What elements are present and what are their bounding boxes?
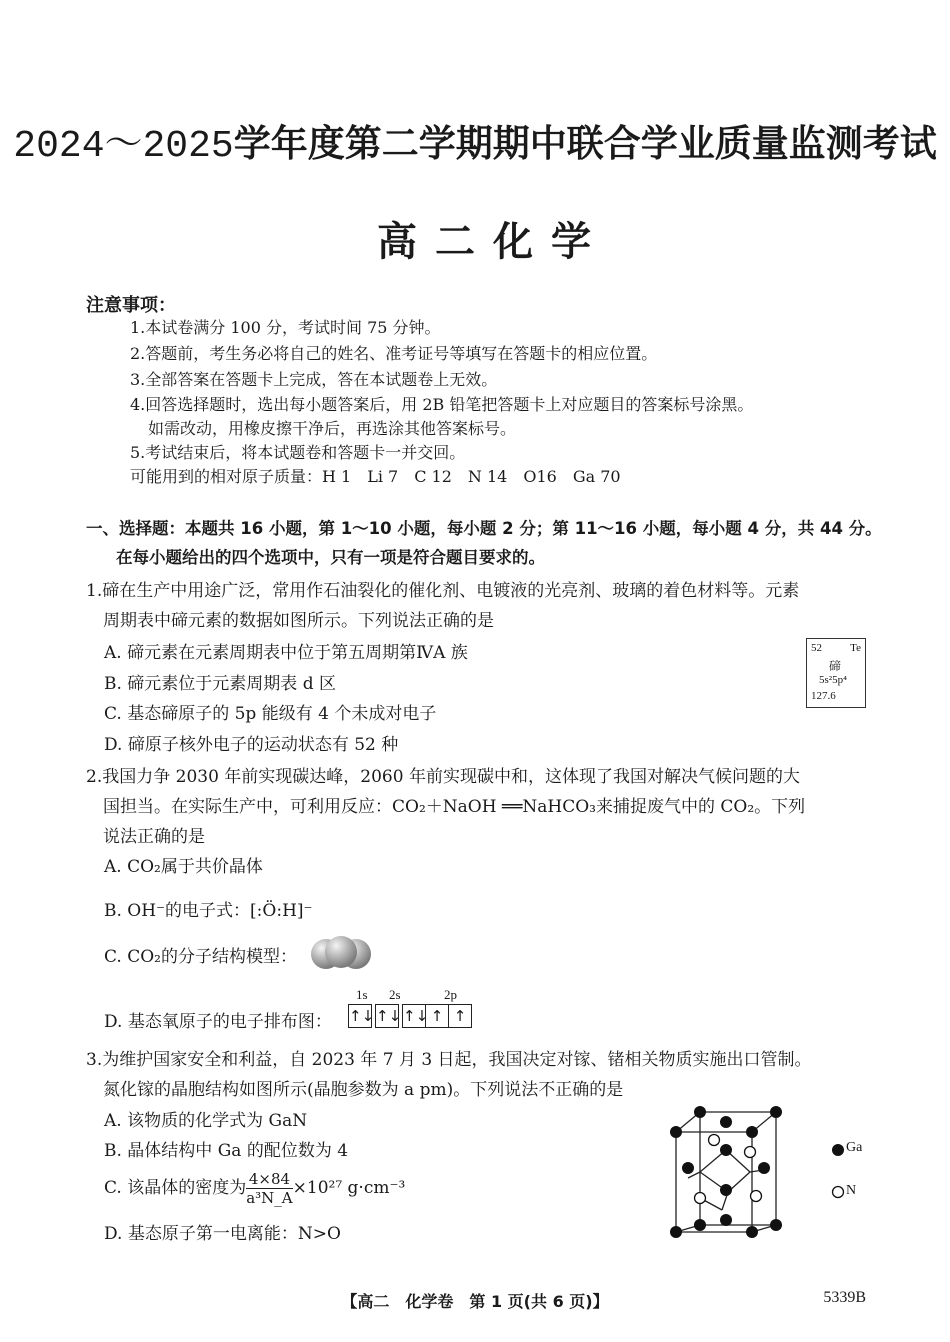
- orbital-diagram: [348, 1004, 475, 1028]
- orbital-label-1s: 1s: [356, 987, 368, 1002]
- note-item: 2.答题前，考生务必将自己的姓名、准考证号等填写在答题卡的相应位置。: [130, 344, 658, 363]
- note-item: 如需改动，用橡皮擦干净后，再选涂其他答案标号。: [148, 419, 517, 438]
- section-instruction: 在每小题给出的四个选项中，只有一项是符合题目要求的。: [116, 548, 545, 567]
- notes-heading: 注意事项：: [86, 295, 176, 316]
- q2-stem: 国担当。在实际生产中，可利用反应：CO₂＋NaOH ══NaHCO₃来捕捉废气中的 CO₂。下列: [103, 797, 806, 817]
- carbon-sphere: [325, 936, 357, 968]
- note-item: 5.考试结束后，将本试题卷和答题卡一并交回。: [130, 443, 466, 462]
- orbital-box: ↑: [426, 1004, 449, 1028]
- note-item: 4.回答选择题时，选出每小题答案后，用 2B 铅笔把答题卡上对应题目的答案标号涂黑。: [130, 395, 754, 414]
- element-symbol: Te: [850, 642, 861, 654]
- orbital-box: ↑↓: [375, 1004, 399, 1028]
- q1-option-b: B. 碲元素位于元素周期表 d 区: [104, 674, 336, 694]
- exam-title: [0, 112, 950, 168]
- exam-title-text: 学年度第二学期期中联合学业质量监测考试: [233, 121, 937, 165]
- q3-option-c: [104, 1170, 405, 1207]
- fraction-numerator: 4×84: [246, 1170, 292, 1189]
- legend-ga-label: Ga: [846, 1140, 863, 1155]
- q2-option-b-label: B. OH⁻的电子式：: [104, 901, 251, 921]
- paper-code: 5339B: [823, 1289, 866, 1306]
- orbital-box: ↑: [449, 1004, 472, 1028]
- ga-legend-dot: [832, 1144, 844, 1156]
- q3-option-c-label: C. 该晶体的密度为: [104, 1178, 247, 1198]
- legend-n-label: N: [846, 1183, 857, 1198]
- hydroxide-lewis-formula: [:Ö:H]⁻: [250, 901, 313, 921]
- gan-unit-cell-diagram: [664, 1100, 904, 1240]
- q2-stem: 说法正确的是: [103, 827, 205, 847]
- q1-option-c: C. 基态碲原子的 5p 能级有 4 个未成对电子: [104, 704, 437, 724]
- orbital-label-2s: 2s: [389, 987, 401, 1002]
- q1-stem: 1.碲在生产中用途广泛，常用作石油裂化的催化剂、电镀液的光亮剂、玻璃的着色材料等。元素: [86, 581, 800, 601]
- q2-option-b: [104, 896, 313, 921]
- q2-option-d: D. 基态氧原子的电子排布图：: [104, 1012, 332, 1032]
- q1-option-a: A. 碲元素在元素周期表中位于第五周期第ⅣA 族: [104, 643, 468, 663]
- note-item: 3.全部答案在答题卡上完成，答在本试题卷上无效。: [130, 370, 498, 389]
- element-mass: 127.6: [811, 690, 836, 702]
- q2-stem: 2.我国力争 2030 年前实现碳达峰，2060 年前实现碳中和，这体现了我国对解决气候问题的大: [86, 767, 800, 787]
- q3-option-a: A. 该物质的化学式为 GaN: [104, 1111, 308, 1131]
- q2-option-c: C. CO₂的分子结构模型：: [104, 947, 297, 967]
- page-footer: 【高二 化学卷 第 1 页(共 6 页)】: [341, 1292, 609, 1311]
- orbital-label-2p: 2p: [444, 987, 457, 1002]
- q3-option-b: B. 晶体结构中 Ga 的配位数为 4: [104, 1141, 349, 1161]
- q3-option-d: D. 基态原子第一电离能：N>O: [104, 1224, 341, 1244]
- subject-title: 高二化学: [377, 219, 609, 265]
- q3-stem: 氮化镓的晶胞结构如图所示(晶胞参数为 a pm)。下列说法不正确的是: [103, 1080, 624, 1100]
- element-number: 52: [811, 642, 822, 654]
- co2-model-image: [310, 930, 372, 974]
- density-unit: ×10²⁷ g·cm⁻³: [292, 1178, 406, 1198]
- n-legend-dot: [833, 1187, 844, 1198]
- section-heading: 一、选择题：本题共 16 小题，第 1～10 小题，每小题 2 分；第 11～16 小题，每小题 4 分，共 44 分。: [86, 519, 882, 538]
- atomic-masses: 可能用到的相对原子质量：H 1 Li 7 C 12 N 14 O16 Ga 70: [130, 467, 621, 486]
- q1-stem: 周期表中碲元素的数据如图所示。下列说法正确的是: [103, 611, 494, 631]
- exam-year: 2024～2025: [13, 125, 234, 168]
- q2-option-a: A. CO₂属于共价晶体: [104, 857, 263, 877]
- element-config: 5s²5p⁴: [819, 674, 847, 686]
- element-name: 碲: [829, 659, 842, 673]
- note-item: 1.本试卷满分 100 分，考试时间 75 分钟。: [130, 318, 441, 337]
- element-card-te: [806, 638, 866, 708]
- orbital-box: ↑↓: [348, 1004, 372, 1028]
- density-fraction: [246, 1170, 292, 1207]
- fraction-denominator: a³N_A: [246, 1189, 293, 1207]
- q3-stem: 3.为维护国家安全和利益，自 2023 年 7 月 3 日起，我国决定对镓、锗相关物质实施出口管制。: [86, 1050, 812, 1070]
- orbital-box: ↑↓: [402, 1004, 426, 1028]
- q1-option-d: D. 碲原子核外电子的运动状态有 52 种: [104, 735, 399, 755]
